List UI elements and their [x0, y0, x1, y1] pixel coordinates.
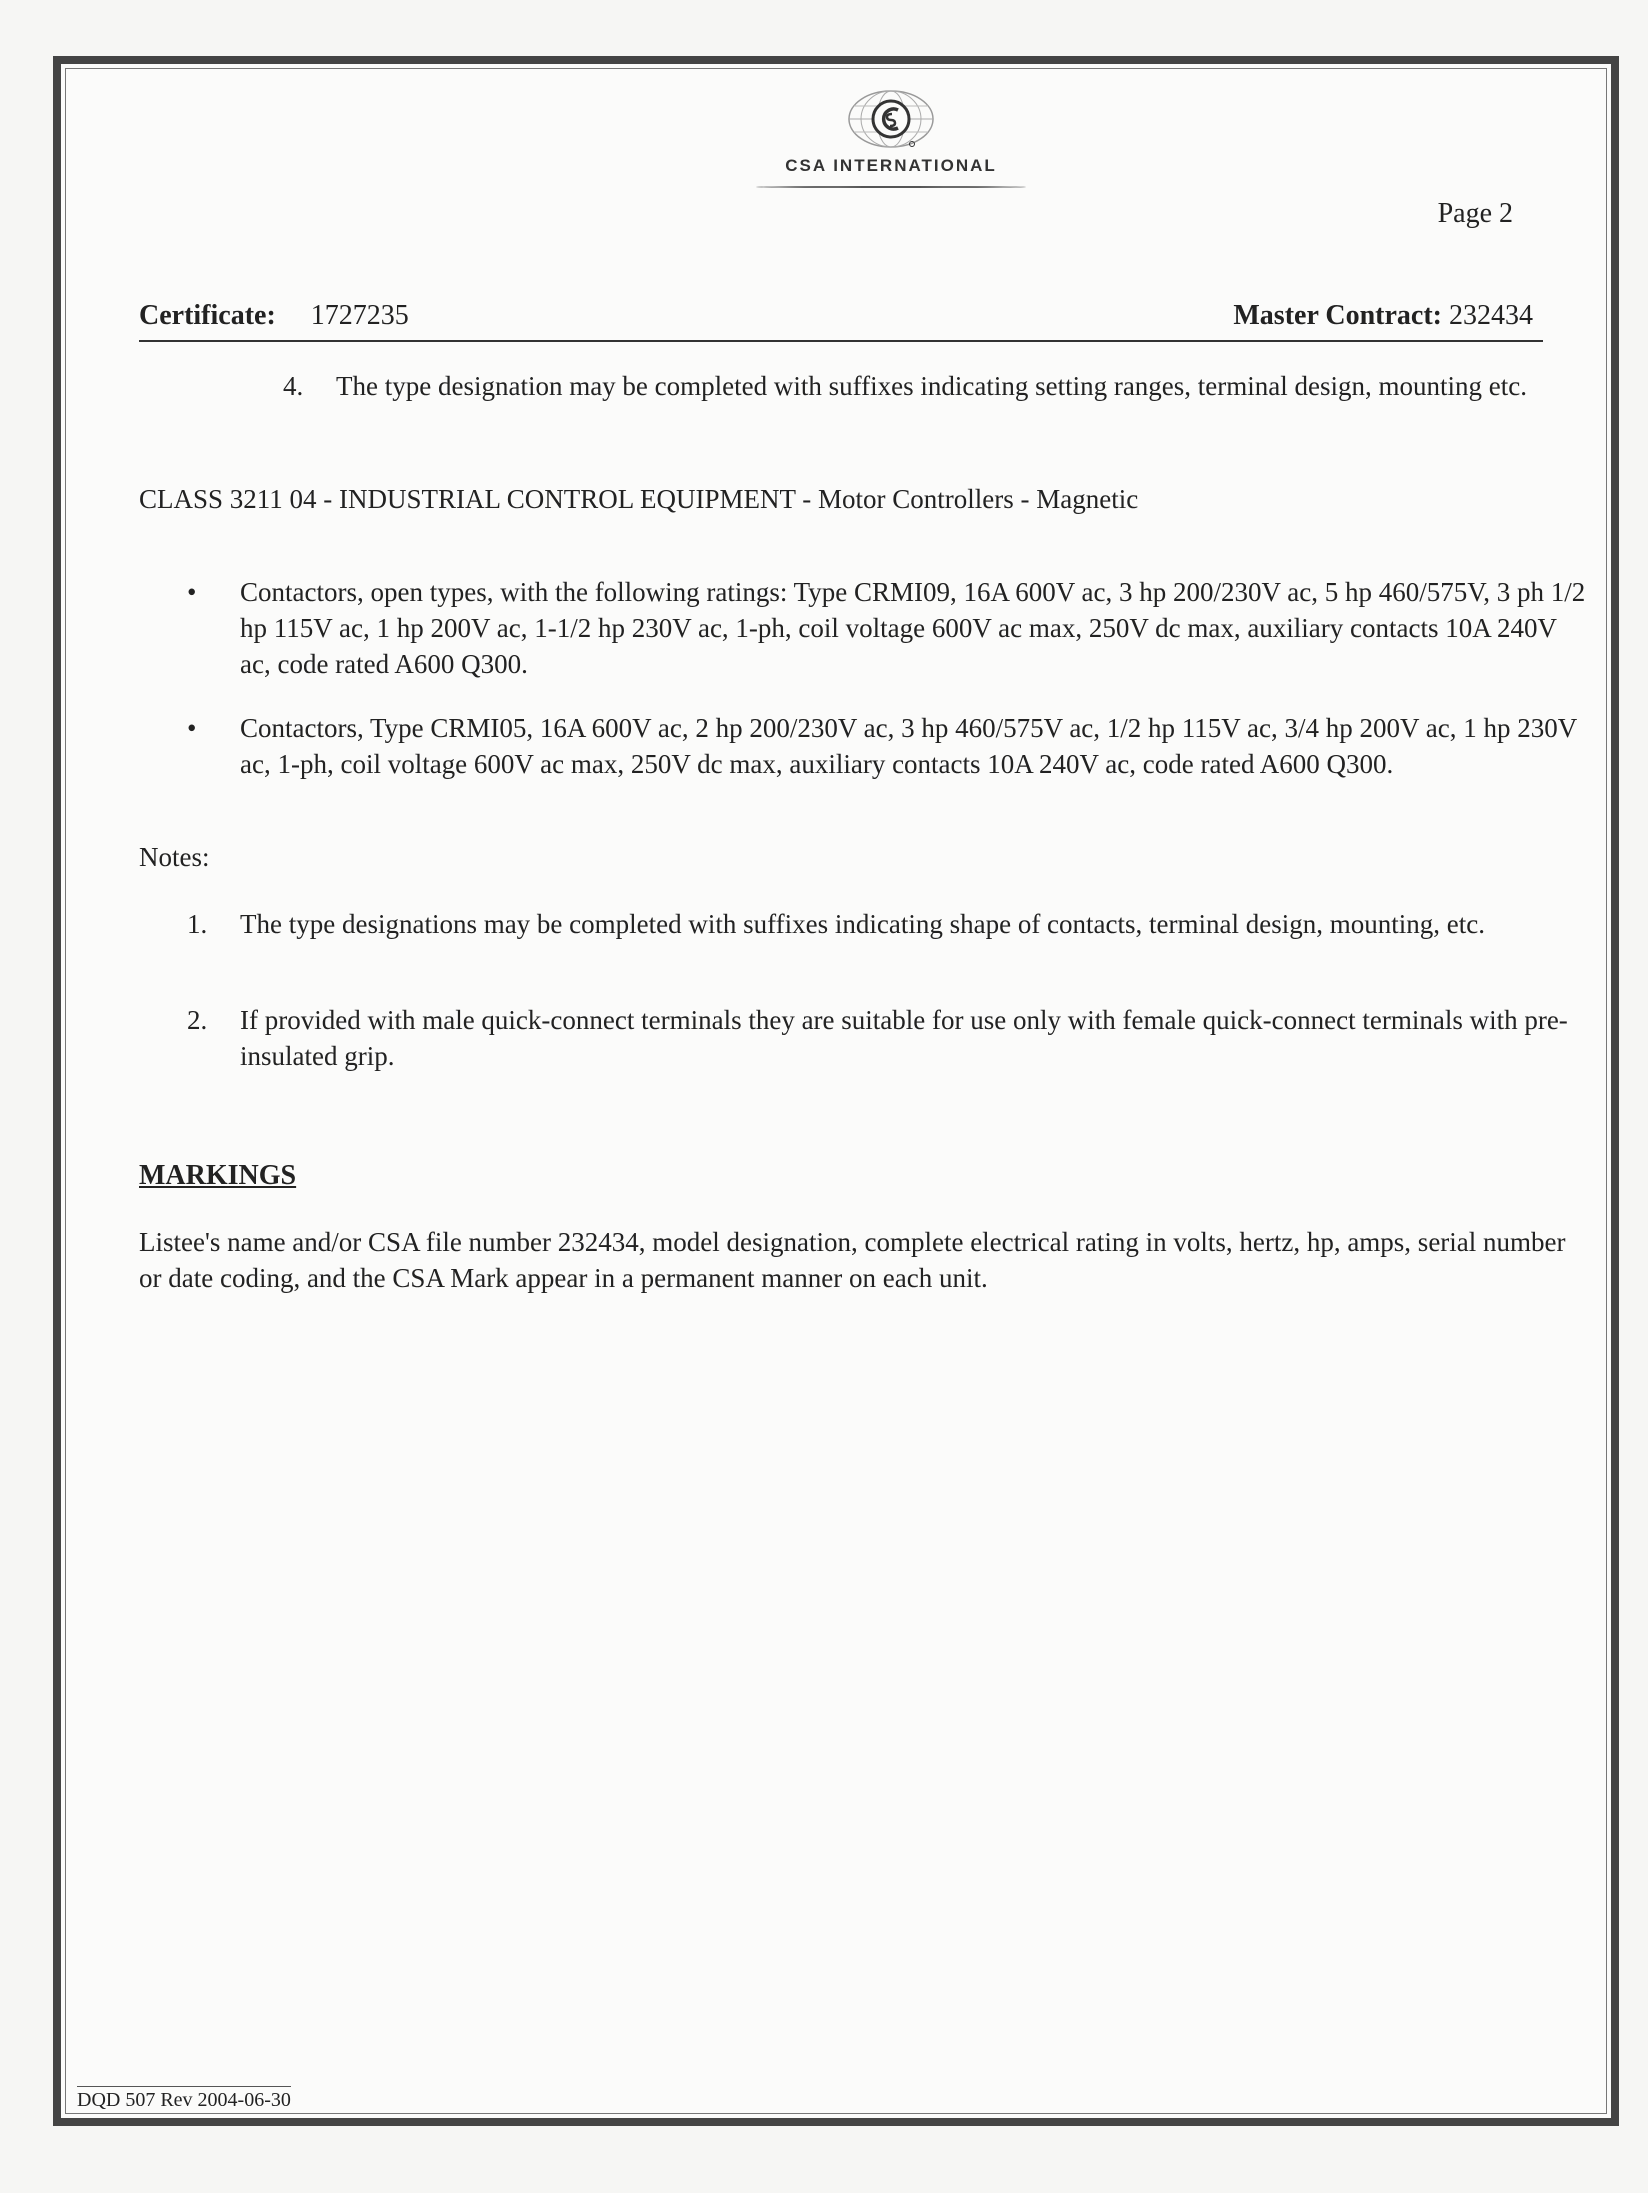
markings-heading: MARKINGS	[139, 1160, 297, 1191]
continued-note	[283, 368, 1573, 404]
bullet-icon: •	[187, 713, 197, 743]
class-heading: CLASS 3211 04 - INDUSTRIAL CONTROL EQUIPMENT - Motor Controllers - Magnetic	[139, 484, 1139, 514]
document-frame	[53, 56, 1619, 2126]
master-contract-value: 232434	[1449, 300, 1533, 331]
logo	[751, 84, 1031, 188]
bullet-text: Contactors, open types, with the following ratings: Type CRMI09, 16A 600V ac, 3 hp 200/230V ac, 5 hp 460/575V, 3 ph 1/2 hp 115V ac, 1 hp 200V ac, 1-1/2 hp 230V ac, 1-ph, coil voltage 600V ac max, 250V dc max, auxiliary contacts 10A 240V ac, code rated A600 Q300.	[240, 577, 1586, 679]
certificate-label: Certificate:	[139, 300, 276, 331]
csa-logo-icon	[846, 84, 936, 154]
master-contract-label: Master Contract:	[1233, 300, 1442, 331]
note-text: The type designations may be completed with suffixes indicating shape of contacts, terminal design, mounting, etc.	[240, 909, 1485, 939]
logo-underline	[756, 186, 1026, 188]
notes-label: Notes:	[139, 842, 210, 872]
note-item	[187, 906, 1587, 942]
bullet-icon: •	[187, 577, 197, 607]
page-number: Page 2	[1437, 198, 1513, 229]
list-item	[187, 574, 1587, 682]
note-item	[187, 1002, 1587, 1074]
master-contract-info	[1233, 300, 1533, 332]
continued-note-text: The type designation may be completed with suffixes indicating setting ranges, terminal design, mounting etc.	[336, 371, 1527, 401]
certificate-value: 1727235	[310, 300, 409, 331]
continued-note-number: 4.	[283, 371, 304, 401]
note-text: If provided with male quick-connect terminals they are suitable for use only with female quick-connect terminals with pre-insulated grip.	[240, 1005, 1568, 1071]
bullet-text: Contactors, Type CRMI05, 16A 600V ac, 2 hp 200/230V ac, 3 hp 460/575V ac, 1/2 hp 115V ac, 3/4 hp 200V ac, 1 hp 230V ac, 1-ph, coil voltage 600V ac max, 250V dc max, auxiliary contacts 10A 240V ac, code rated A600 Q300.	[240, 713, 1577, 779]
note-number: 1.	[187, 909, 208, 939]
form-footer: DQD 507 Rev 2004-06-30	[77, 2086, 291, 2112]
certificate-info	[139, 300, 409, 332]
note-number: 2.	[187, 1005, 208, 1035]
list-item	[187, 710, 1587, 782]
certificate-row	[139, 300, 1543, 342]
markings-text: Listee's name and/or CSA file number 232434, model designation, complete electrical rating in volts, hertz, hp, amps, serial number or date coding, and the CSA Mark appear in a permanent manner on each unit.	[139, 1227, 1566, 1293]
logo-text: CSA INTERNATIONAL	[785, 156, 997, 175]
